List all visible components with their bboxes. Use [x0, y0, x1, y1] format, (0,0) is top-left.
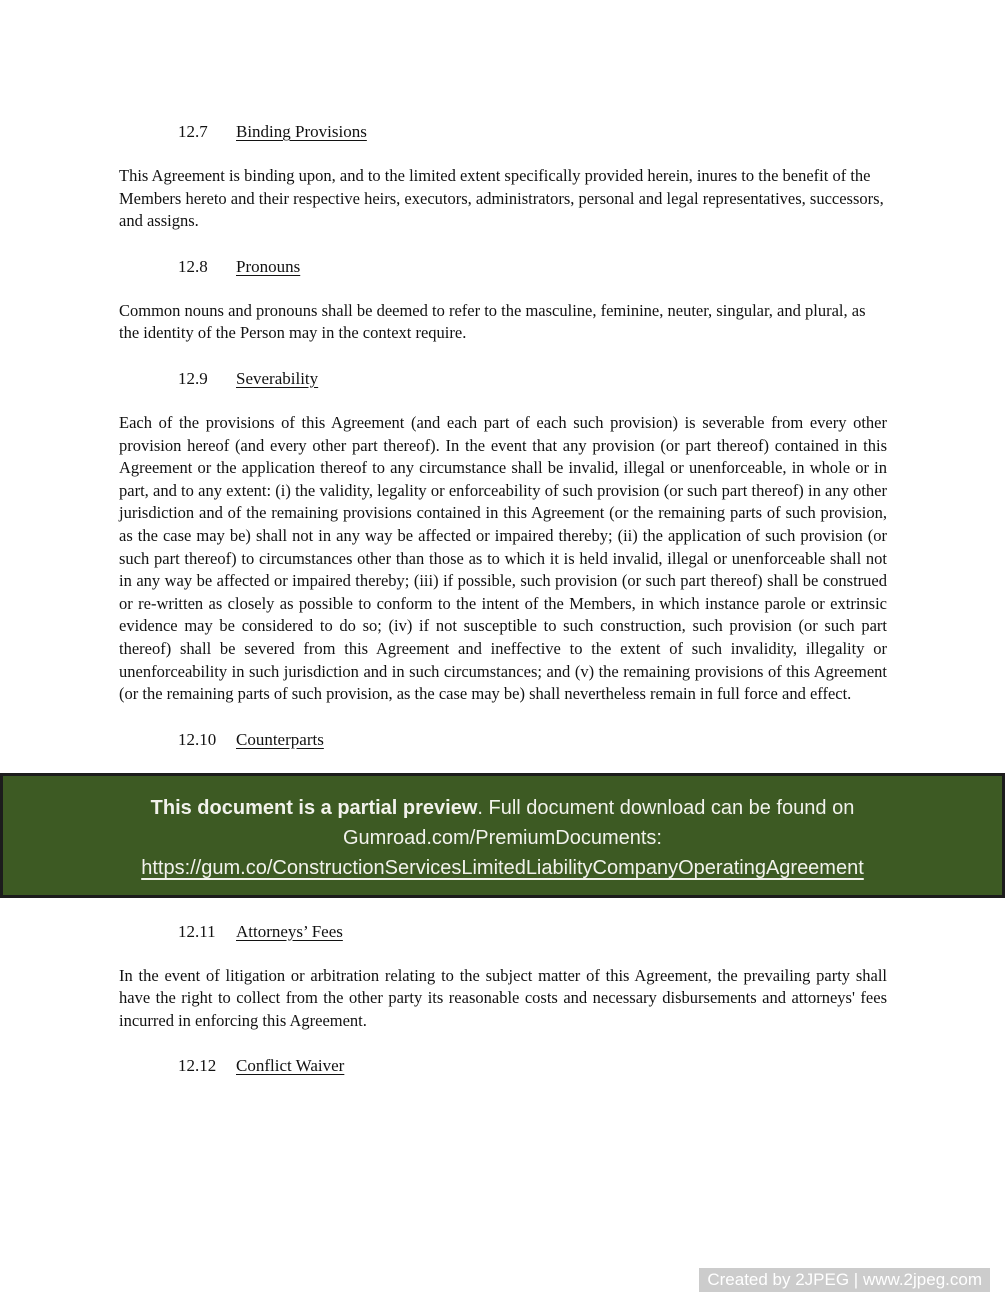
section-title: Pronouns — [236, 256, 301, 276]
banner-line-1 — [33, 793, 972, 823]
section-heading-12-9 — [119, 367, 887, 390]
section-body-12-7: This Agreement is binding upon, and to the limited extent specifically provided herein, inures to the benefit of the Members hereto and their respective heirs, executors, administrators, personal and legal representatives, successors, and assigns. — [119, 166, 884, 231]
section-heading-12-11 — [119, 920, 887, 943]
section-title: Severability — [236, 368, 319, 388]
section-body-12-11: In the event of litigation or arbitration relating to the subject matter of this Agreement, the prevailing party shall have the right to collect from the other party its reasonable costs and necessary disbursements and attorneys' fees incurred in enforcing this Agreement. — [119, 965, 887, 1030]
banner-line-3 — [33, 853, 972, 883]
banner-bold-text: This document is a partial preview — [150, 796, 478, 819]
section-heading-12-10 — [119, 728, 887, 751]
section-body-12-9: Each of the provisions of this Agreement (and each part of each such provision) is severable from every other provision hereof (and every other part thereof). In the event that any provision (or part thereof) contained in this Agreement or the application thereof to any circumstance shall be invalid, illegal or unenforceable, in whole or in part, and to any extent: (i) the validity, legality or enforceability of such provision (or such part thereof) in any other jurisdiction and of the remaining provisions contained in this Agreement (or the remaining parts of such provision, as the case may be) shall not in any way be affected or impaired thereby; (ii) the application of such provision (or such part thereof) to circumstances other than those as to which it is held invalid, illegal or unenforceable shall not in any way be affected or impaired thereby; (iii) if possible, such provision (or such part thereof) shall be construed or re-written as closely as possible to conform to the intent of the Members, in which instance parole or extrinsic evidence may be considered to do so; (iv) if not susceptible to such construction, such provision (or such part thereof) shall be severed from this Agreement and ineffective to the extent of such invalidity, illegality or unenforceability in such jurisdiction and in such circumstances; and (v) the remaining provisions of this Agreement (or the remaining parts of such provision, as the case may be) shall nevertheless remain in full force and effect. — [119, 412, 887, 704]
section-number: 12.8 — [178, 256, 208, 276]
section-number: 12.9 — [178, 368, 208, 388]
section-body-12-8: Common nouns and pronouns shall be deemed to refer to the masculine, feminine, neuter, singular, and plural, as the identity of the Person may in the context require. — [119, 300, 866, 343]
section-number: 12.10 — [178, 729, 217, 749]
section-number: 12.7 — [178, 122, 208, 141]
section-title: Counterparts — [236, 729, 324, 749]
section-number: 12.12 — [178, 1056, 217, 1076]
section-title: Binding Provisions — [236, 122, 367, 141]
section-number: 12.11 — [178, 921, 216, 941]
section-title: Attorneys’ Fees — [236, 921, 343, 941]
section-heading-12-7 — [119, 120, 887, 143]
section-title: Conflict Waiver — [236, 1056, 345, 1076]
gumroad-download-link[interactable]: https://gum.co/ConstructionServicesLimitedLiabilityCompanyOperatingAgreement — [141, 856, 864, 879]
partial-preview-banner — [0, 773, 1005, 898]
banner-regular-text: . Full document download can be found on — [477, 796, 855, 819]
section-heading-12-8 — [119, 255, 887, 278]
section-heading-12-12 — [119, 1054, 887, 1077]
banner-line-2: Gumroad.com/PremiumDocuments: — [343, 826, 662, 849]
creator-watermark: Created by 2JPEG | www.2jpeg.com — [699, 1268, 990, 1292]
